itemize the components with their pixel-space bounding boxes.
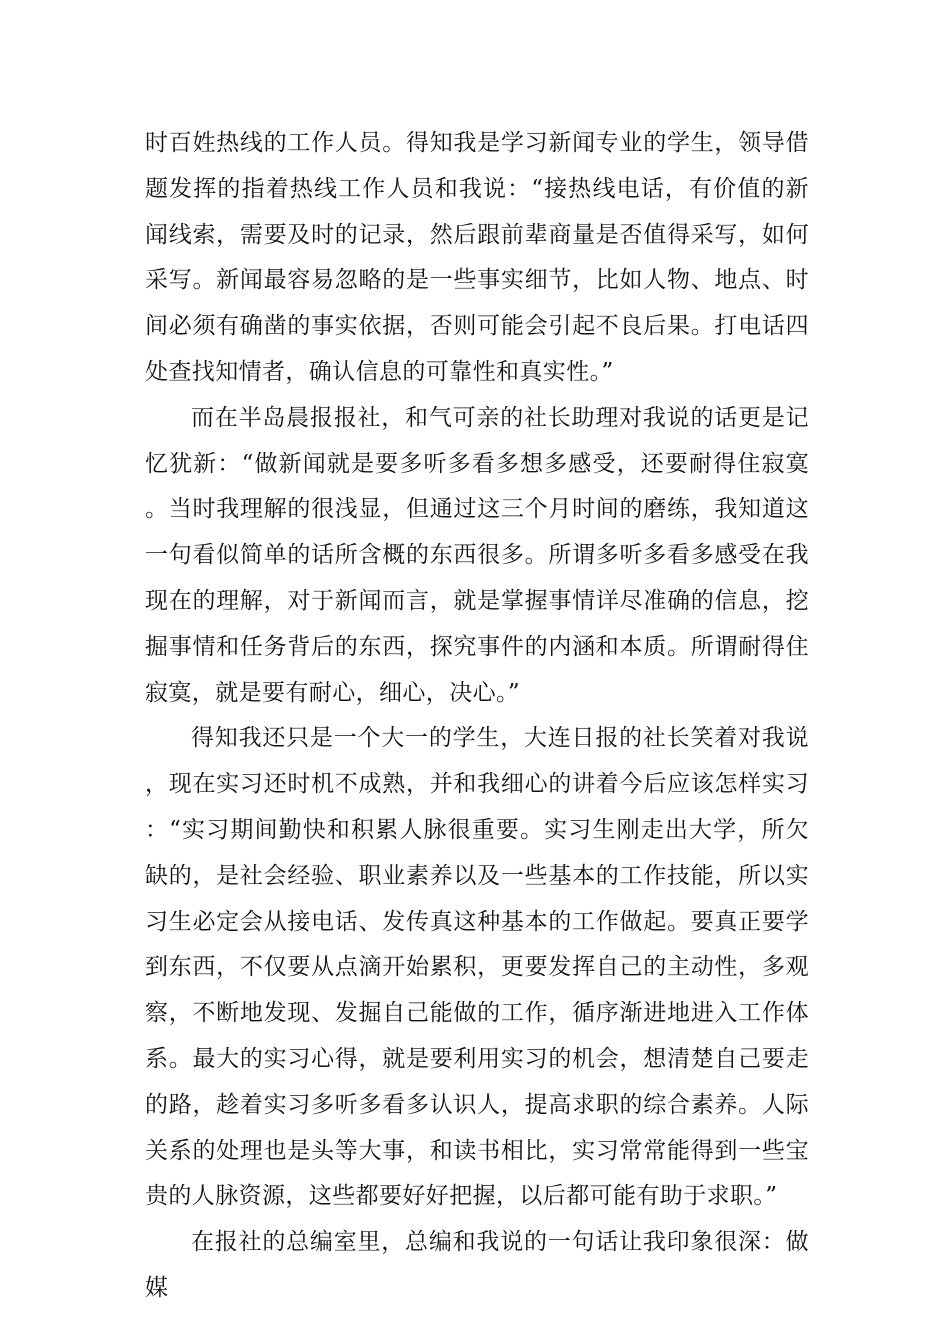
document-body	[145, 121, 809, 1312]
paragraph-2: 而在半岛晨报报社，和气可亲的社长助理对我说的话更是记忆犹新：“做新闻就是要多听多看多想多感受，还要耐得住寂寞。当时我理解的很浅显，但通过这三个月时间的磨练，我知道这一句看似简单的话所含概的东西很多。所谓多听多看多感受在我现在的理解，对于新闻而言，就是掌握事情详尽准确的信息，挖掘事情和任务背后的东西，探究事件的内涵和本质。所谓耐得住寂寞，就是要有耐心，细心，决心。”	[145, 404, 809, 706]
paragraph-3: 得知我还只是一个大一的学生，大连日报的社长笑着对我说，现在实习还时机不成熟，并和我细心的讲着今后应该怎样实习：“实习期间勤快和积累人脉很重要。实习生刚走出大学，所欠缺的，是社会经验、职业素养以及一些基本的工作技能，所以实习生必定会从接电话、发传真这种基本的工作做起。要真正要学到东西，不仅要从点滴开始累积，更要发挥自己的主动性，多观察，不断地发现、发掘自己能做的工作，循序渐进地进入工作体系。最大的实习心得，就是要利用实习的机会，想清楚自己要走的路，趁着实习多听多看多认识人，提高求职的综合素养。人际关系的处理也是头等大事，和读书相比，实习常常能得到一些宝贵的人脉资源，这些都要好好把握，以后都可能有助于求职。”	[145, 725, 809, 1210]
paragraph-4: 在报社的总编室里，总编和我说的一句话让我印象很深：做媒	[145, 1229, 809, 1301]
paragraph-1: 时百姓热线的工作人员。得知我是学习新闻专业的学生，领导借题发挥的指着热线工作人员和我说：“接热线电话，有价值的新闻线索，需要及时的记录，然后跟前辈商量是否值得采写，如何采写。新闻最容易忽略的是一些事实细节，比如人物、地点、时间必须有确凿的事实依据，否则可能会引起不良后果。打电话四处查找知情者，确认信息的可靠性和真实性。”	[145, 130, 809, 385]
